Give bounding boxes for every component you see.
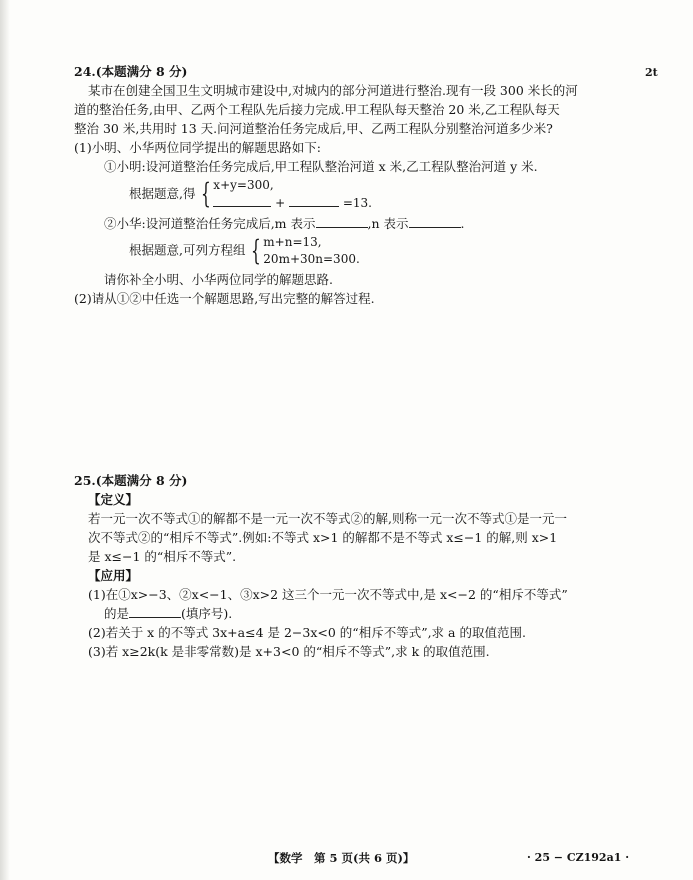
q24-stem-line1: 某市在创建全国卫生文明城市建设中,对城内的部分河道进行整治.现有一段 300 米长的河 — [88, 83, 578, 98]
xh-text-c: . — [460, 216, 465, 231]
brace-glyph: { — [201, 177, 212, 210]
xm-eq2 — [213, 194, 372, 212]
xm-blank-1[interactable] — [213, 194, 271, 207]
xm-eq1: x+y=300, — [213, 178, 274, 192]
q25-part1-post: (填序号). — [181, 606, 233, 621]
xm-prefix: 根据题意,得 — [129, 186, 196, 201]
brace-glyph: { — [251, 234, 262, 267]
q25-definition-line1: 若一元一次不等式①的解都不是一元一次不等式②的解,则称一元一次不等式①是一元一 — [88, 511, 567, 526]
xh-equation-system — [249, 234, 359, 268]
q25-definition-line2: 次不等式②的“相斥不等式”.例如:不等式 x>1 的解都不是不等式 x≤−1 的解,则 x>1 — [88, 530, 558, 545]
q25-definition-line3: 是 x≤−1 的“相斥不等式”. — [88, 549, 237, 564]
q25-part1-pre: 的是 — [104, 606, 130, 621]
q24-complete-prompt: 请你补全小明、小华两位同学的解题思路. — [104, 272, 333, 287]
q24-xiaoming: ①小明:设河道整治任务完成后,甲工程队整治河道 x 米,乙工程队整治河道 y 米. — [104, 159, 538, 174]
q24-xiaohua-system — [74, 234, 634, 268]
q24-xiaohua — [74, 214, 634, 233]
question-25 — [74, 471, 634, 661]
scan-edge-shadow — [0, 0, 10, 880]
xh-text-b: ,n 表示 — [367, 216, 409, 231]
xh-blank-m[interactable] — [316, 215, 368, 228]
xm-eq2-end: =13. — [342, 196, 372, 210]
xh-eq1: m+n=13, — [263, 235, 322, 249]
q25-part1-blank[interactable] — [129, 605, 181, 618]
xh-blank-n[interactable] — [409, 215, 461, 228]
q25-part3: (3)若 x≥2k(k 是非零常数)是 x+3<0 的“相斥不等式”,求 k 的取值范围. — [88, 644, 490, 659]
q24-stem-line3: 整治 30 米,共用时 13 天.问河道整治任务完成后,甲、乙两工程队分别整治河道多少米? — [74, 121, 553, 136]
q25-application-title: 【应用】 — [88, 568, 139, 583]
q25-part1-line2 — [74, 604, 634, 623]
xh-eq2: 20m+30n=300. — [263, 252, 360, 266]
xm-blank-2[interactable] — [289, 194, 339, 207]
xm-equation-system — [199, 177, 372, 212]
q24-part2: (2)请从①②中任选一个解题思路,写出完整的解答过程. — [74, 291, 375, 306]
corner-mark: 2t — [645, 66, 658, 79]
xh-prefix: 根据题意,可列方程组 — [129, 242, 246, 258]
q25-definition-title: 【定义】 — [88, 492, 139, 507]
q24-xiaoming-system — [74, 177, 634, 212]
xh-text-a: ②小华:设河道整治任务完成后,m 表示 — [104, 216, 316, 231]
q25-header: 25.(本题满分 8 分) — [74, 473, 188, 488]
paper-code: · 25 − CZ192a1 · — [527, 851, 630, 864]
xm-plus: + — [275, 196, 286, 210]
q24-part1-intro: (1)小明、小华两位同学提出的解题思路如下: — [74, 140, 321, 155]
question-24 — [74, 62, 634, 308]
q25-part2: (2)若关于 x 的不等式 3x+a≤4 是 2−3x<0 的“相斥不等式”,求 a 的取值范围. — [88, 625, 526, 640]
q24-header: 24.(本题满分 8 分) — [74, 64, 188, 79]
page-footer: 【数学 第 5 页(共 6 页)】 — [268, 851, 415, 865]
q24-stem-line2: 道的整治任务,由甲、乙两个工程队先后接力完成.甲工程队每天整治 20 米,乙工程队每天 — [74, 102, 560, 117]
q25-part1-line1: (1)在①x>−3、②x<−1、③x>2 这三个一元一次不等式中,是 x<−2 的“相斥不等式” — [88, 587, 568, 602]
